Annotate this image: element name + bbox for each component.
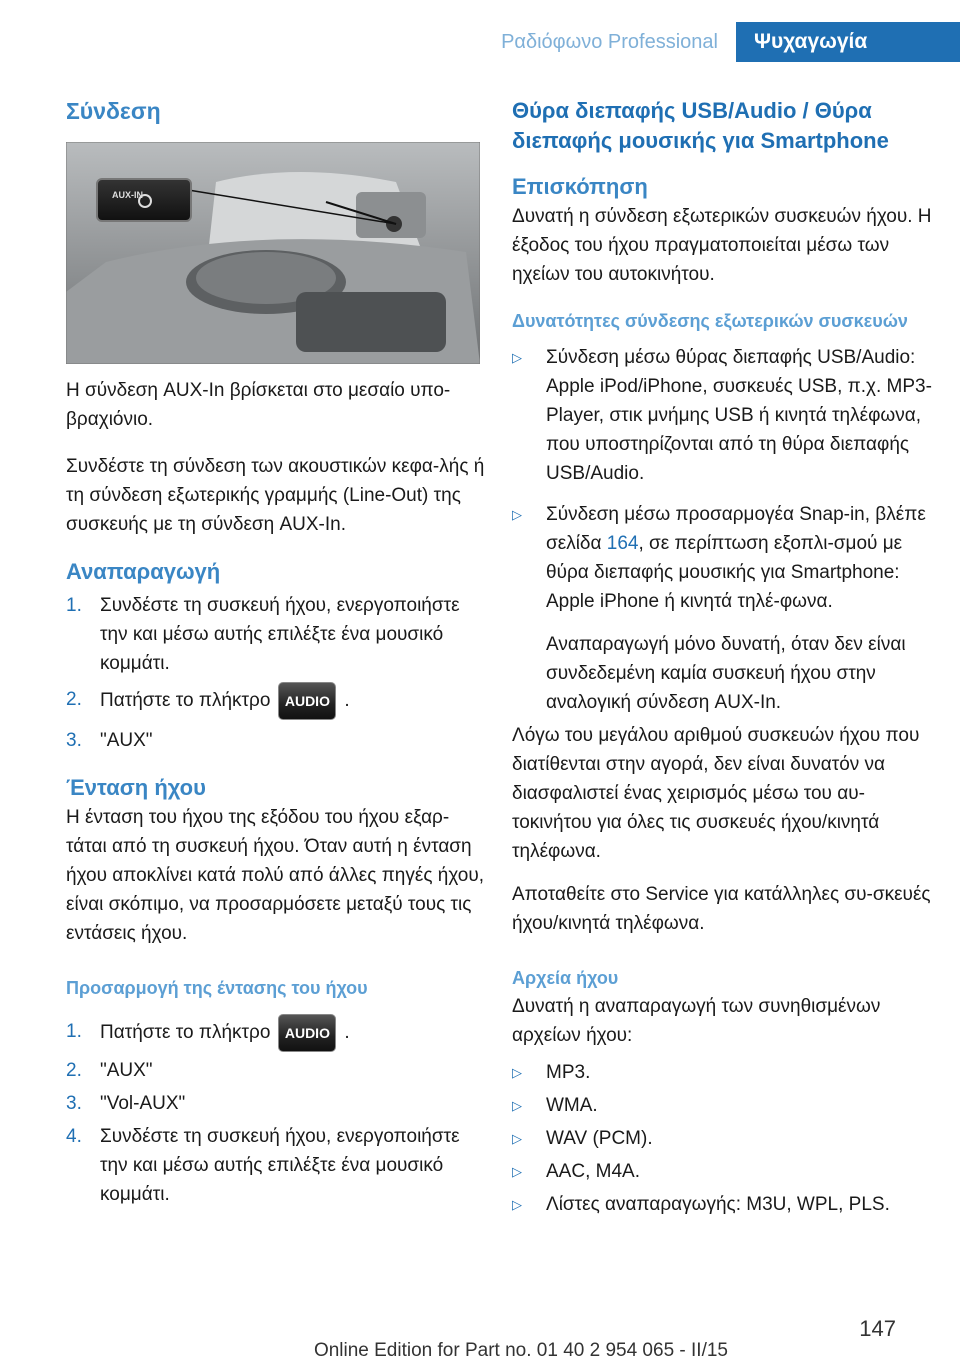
step-number: 1. bbox=[66, 595, 82, 616]
list-item bbox=[512, 1190, 932, 1219]
adjust-volume-heading: Προσαρμογή της έντασης του ήχου bbox=[66, 978, 368, 998]
format-text: Λίστες αναπαραγωγής: M3U, WPL, PLS. bbox=[546, 1194, 890, 1215]
list-item bbox=[66, 1056, 486, 1085]
step-text: Συνδέστε τη συσκευή ήχου, ενεργοποιήστε την και μέσω αυτής επιλέξτε ένα μουσικό κομμάτι. bbox=[100, 595, 460, 674]
bullet-text: Σύνδεση μέσω θύρας διεπαφής USB/Audio: Apple iPod/iPhone, συσκευές USB, π.χ. MP3-Player, στικ μνήμης USB ή κινητά τηλέφωνα, που υποστηρίζονται από τη θύρα διεπαφής USB/Audio. bbox=[546, 347, 932, 484]
format-text: WAV (PCM). bbox=[546, 1128, 653, 1149]
triangle-bullet-icon: ▷ bbox=[512, 507, 522, 522]
volume-heading: Ένταση ήχου bbox=[66, 775, 206, 800]
list-item bbox=[512, 1124, 932, 1153]
header-section-title: Ραδιόφωνο Professional bbox=[501, 31, 718, 53]
triangle-bullet-icon: ▷ bbox=[512, 1065, 522, 1080]
audio-files-heading: Αρχεία ήχου bbox=[512, 968, 619, 988]
step-number: 1. bbox=[66, 1021, 82, 1042]
audio-files-text: Δυνατή η αναπαραγωγή των συνηθισμένων αρχείων ήχου: bbox=[512, 996, 881, 1046]
step-text: "AUX" bbox=[100, 1060, 153, 1081]
list-item bbox=[512, 1157, 932, 1186]
playback-steps bbox=[66, 591, 486, 755]
step-number: 4. bbox=[66, 1126, 82, 1147]
overview-text: Δυνατή η σύνδεση εξωτερικών συσκευών ήχου. Η έξοδος του ήχου πραγματοποιείται μέσω των ηχείων του αυτοκινήτου. bbox=[512, 206, 932, 285]
triangle-bullet-icon: ▷ bbox=[512, 1131, 522, 1146]
left-column bbox=[66, 96, 486, 1209]
list-item bbox=[66, 591, 486, 678]
list-item bbox=[66, 682, 486, 720]
usb-audio-heading: Θύρα διεπαφής USB/Audio / Θύρα διεπαφής μουσικής για Smartphone bbox=[512, 98, 889, 153]
playback-heading: Αναπαραγωγή bbox=[66, 559, 221, 584]
page-number: 147 bbox=[859, 1316, 896, 1341]
format-text: WMA. bbox=[546, 1095, 598, 1116]
audio-button-icon: AUDIO bbox=[278, 1014, 336, 1052]
step-text-end: . bbox=[344, 1022, 350, 1044]
connection-options-heading: Δυνατότητες σύνδεσης εξωτερικών συσκευών bbox=[512, 311, 908, 331]
audio-formats-list bbox=[512, 1058, 932, 1219]
page-footer bbox=[0, 1314, 960, 1362]
bullet-text: Σύνδεση μέσω προσαρμογέα Snap-in, βλέπε σελίδα bbox=[546, 504, 926, 554]
format-text: AAC, M4A. bbox=[546, 1161, 640, 1182]
triangle-bullet-icon: ▷ bbox=[512, 350, 522, 365]
adjust-steps bbox=[66, 1014, 486, 1209]
aux-in-photo bbox=[66, 142, 480, 364]
triangle-bullet-icon: ▷ bbox=[512, 1164, 522, 1179]
list-item bbox=[512, 1091, 932, 1120]
service-text: Αποταθείτε στο Service για κατάλληλες συ‐σκευές ήχου/κινητά τηλέφωνα. bbox=[512, 884, 931, 934]
list-item bbox=[66, 726, 486, 755]
step-text: "AUX" bbox=[100, 730, 153, 751]
step-text: Συνδέστε τη συσκευή ήχου, ενεργοποιήστε την και μέσω αυτής επιλέξτε ένα μουσικό κομμάτι. bbox=[100, 1126, 460, 1205]
compatibility-text: Λόγω του μεγάλου αριθμού συσκευών ήχου που διατίθενται στην αγορά, δεν είναι δυνατόν να διασφαλιστεί ένας χειρισμός μέσω του αυ‐τοκινήτου για όλες τις συσκευές ήχου/κινητά τηλέφωνα. bbox=[512, 725, 920, 862]
step-number: 3. bbox=[66, 730, 82, 751]
aux-connect-text: Συνδέστε τη σύνδεση των ακουστικών κεφα‐λής ή τη σύνδεση εξωτερικής γραμμής (Line-Out) της συσκευής με τη σύνδεση AUX-In. bbox=[66, 456, 485, 535]
aux-in-label: AUX-IN bbox=[112, 190, 143, 200]
aux-in-socket-inset bbox=[96, 178, 192, 222]
volume-text: Η ένταση του ήχου της εξόδου του ήχου εξαρ‐τάται από τη συσκευή ήχου. Όταν αυτή η ένταση ήχου αποκλίνει κατά πολύ από άλλες πηγές ήχου, είναι σκόπιμο, να προσαρμόσετε μεταξύ τους τις εντάσεις ήχου. bbox=[66, 807, 485, 944]
audio-button-icon: AUDIO bbox=[278, 682, 336, 720]
bullet-text-cont: , σε περίπτωση εξοπλι‐σμού με θύρα διεπαφής μουσικής για Smartphone: Apple iPhone ή κινητά τηλέ‐φωνα. bbox=[546, 533, 903, 612]
format-text: MP3. bbox=[546, 1062, 591, 1083]
triangle-bullet-icon: ▷ bbox=[512, 1197, 522, 1212]
step-number: 2. bbox=[66, 689, 82, 710]
triangle-bullet-icon: ▷ bbox=[512, 1098, 522, 1113]
bullet-note: Αναπαραγωγή μόνο δυνατή, όταν δεν είναι συνδεδεμένη καμία συσκευή ήχου στην αναλογική σύνδεση AUX-In. bbox=[546, 634, 906, 713]
aux-location-text: Η σύνδεση AUX-In βρίσκεται στο μεσαίο υπο‐βραχιόνιο. bbox=[66, 380, 451, 430]
aux-jack-icon bbox=[138, 194, 152, 208]
step-text-end: . bbox=[344, 690, 350, 712]
page-reference-link[interactable]: 164 bbox=[606, 533, 639, 554]
step-text: "Vol-AUX" bbox=[100, 1093, 186, 1114]
connection-options-list bbox=[512, 343, 932, 717]
step-number: 2. bbox=[66, 1060, 82, 1081]
right-column bbox=[512, 96, 932, 1219]
step-text: Πατήστε το πλήκτρο bbox=[100, 1022, 271, 1044]
list-item bbox=[66, 1089, 486, 1118]
step-number: 3. bbox=[66, 1093, 82, 1114]
list-item bbox=[66, 1014, 486, 1052]
list-item bbox=[512, 1058, 932, 1087]
connection-heading: Σύνδεση bbox=[66, 98, 161, 124]
overview-heading: Επισκόπηση bbox=[512, 174, 648, 199]
header-chapter-tab: Ψυχαγωγία bbox=[736, 22, 960, 62]
list-item bbox=[512, 343, 932, 488]
aux-in-illustration bbox=[66, 142, 480, 364]
edition-info: Online Edition for Part no. 01 40 2 954 065 - II/15 bbox=[313, 1340, 728, 1361]
page-header bbox=[0, 22, 960, 62]
list-item bbox=[512, 500, 932, 717]
list-item bbox=[66, 1122, 486, 1209]
step-text: Πατήστε το πλήκτρο bbox=[100, 690, 271, 712]
